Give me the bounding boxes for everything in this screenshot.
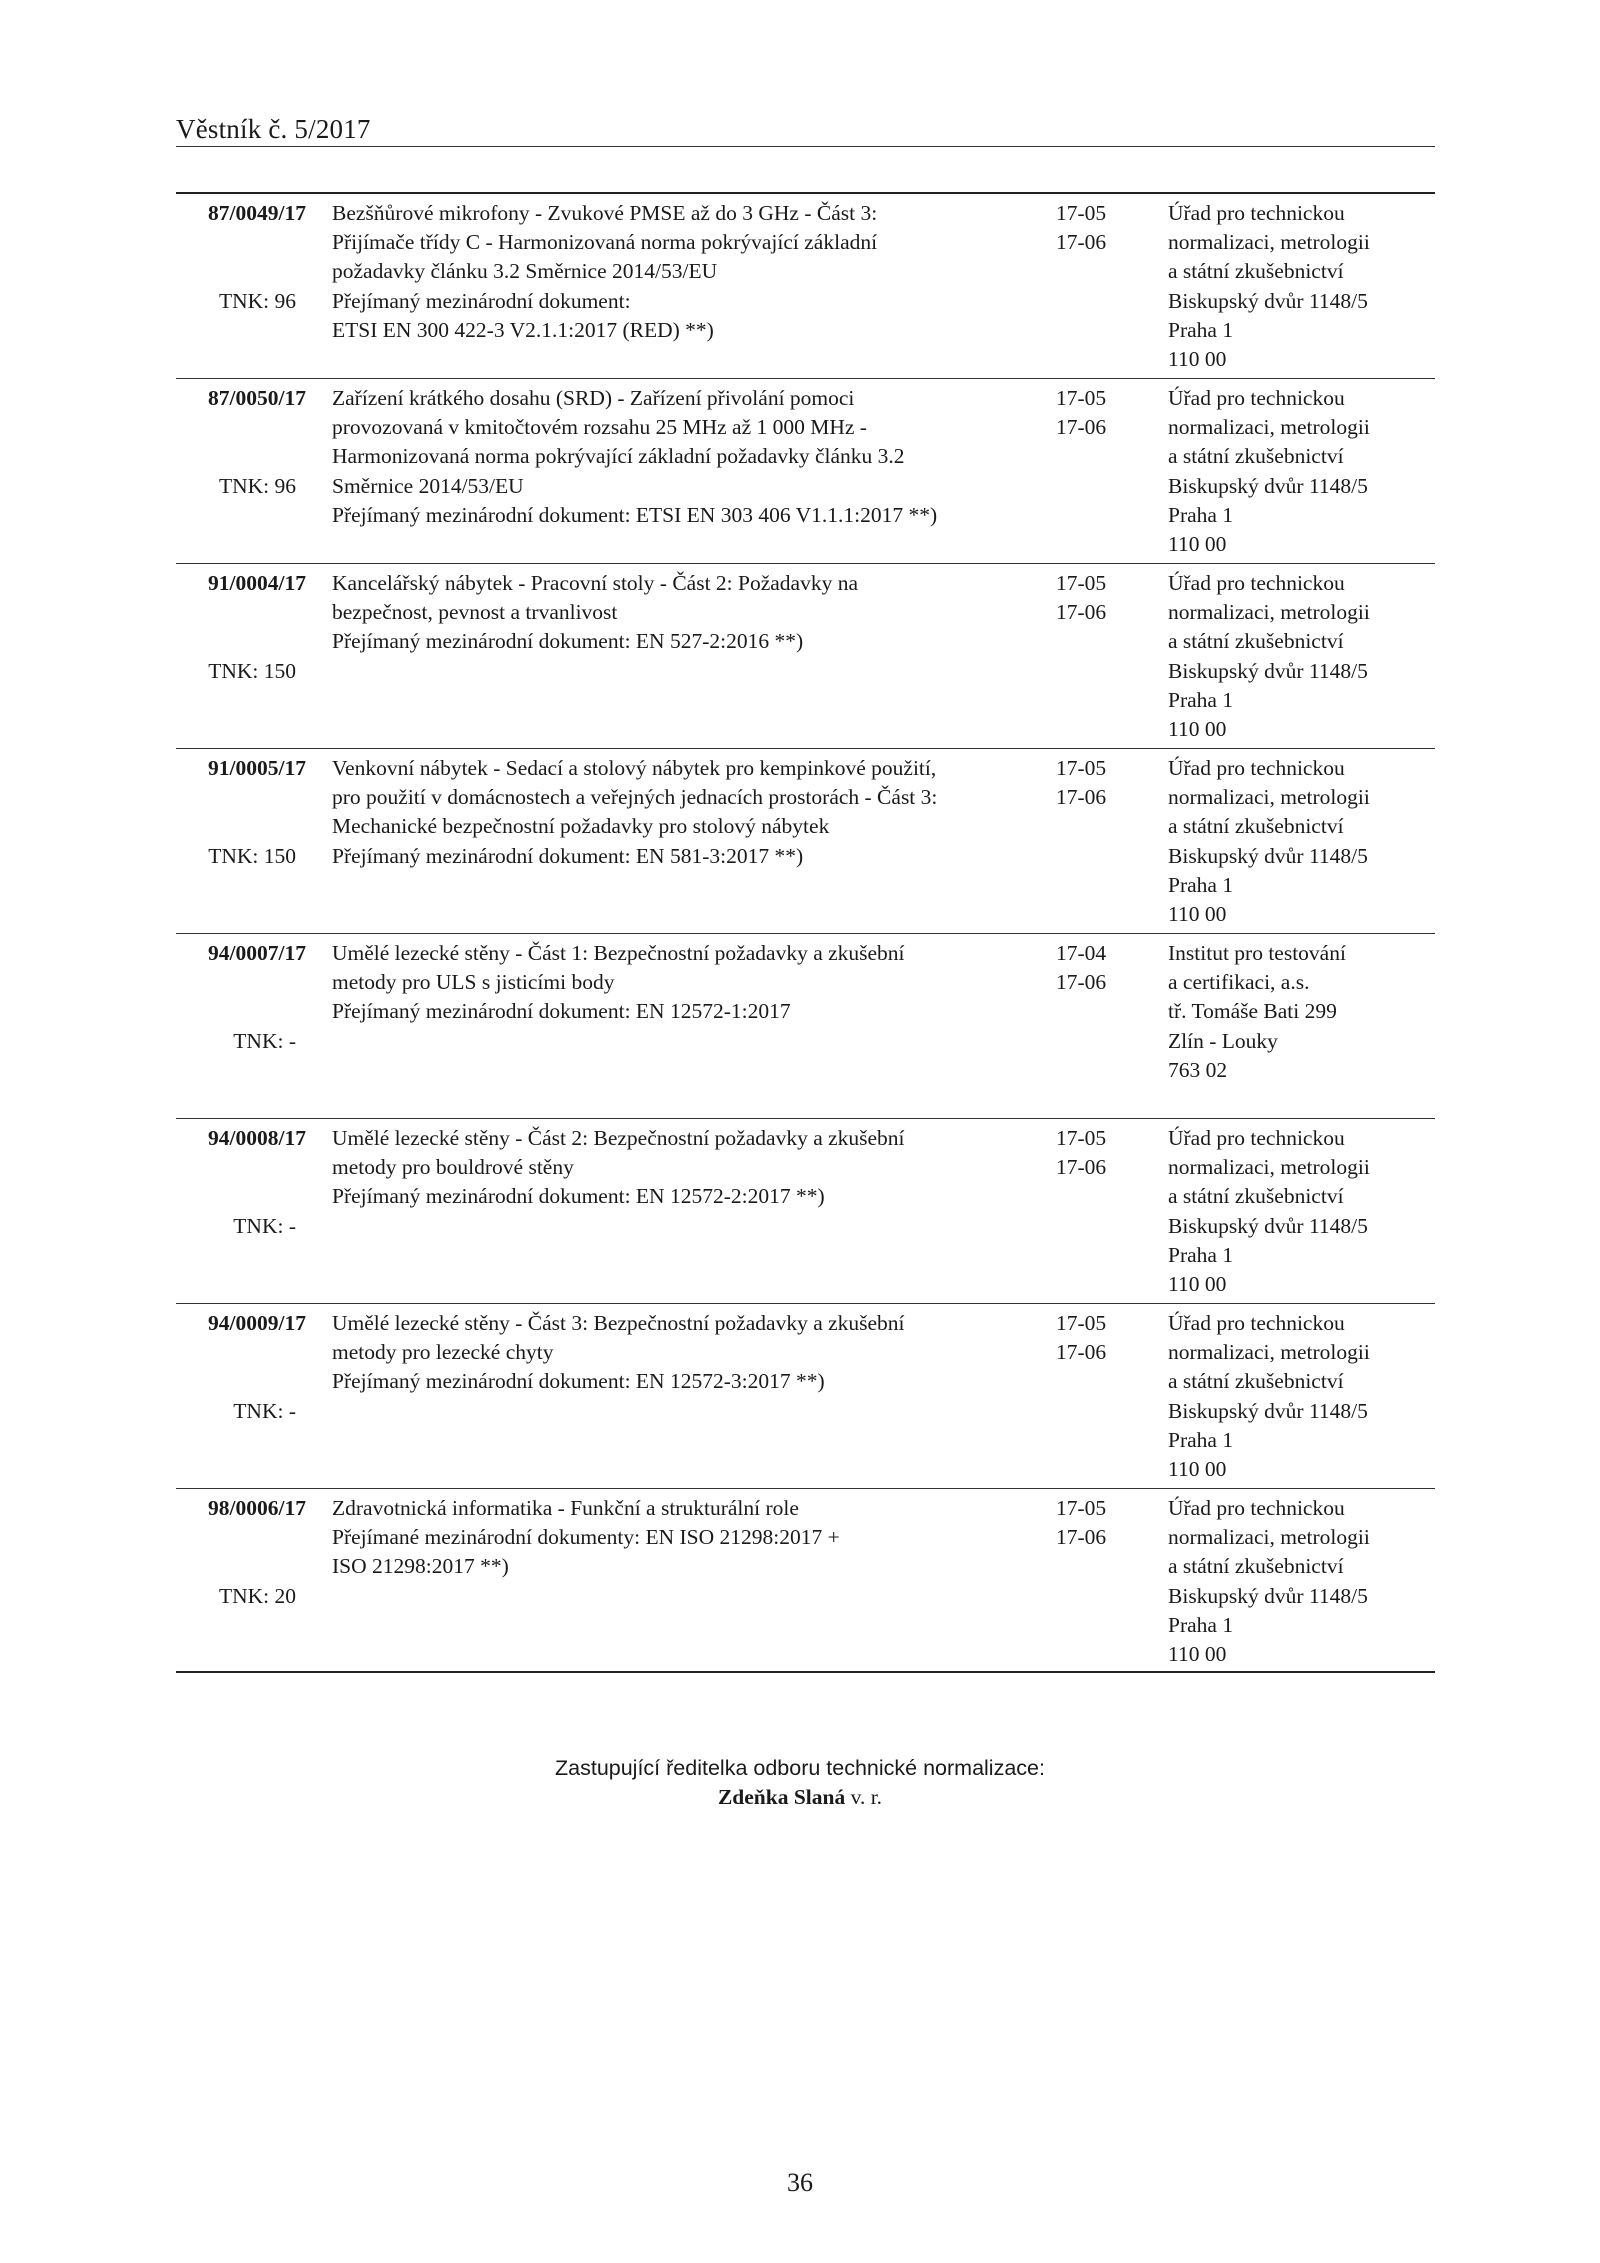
processor-organization bbox=[1168, 1309, 1438, 1484]
norm-title-line: Přejímaný mezinárodní dokument: EN 527-2:2016 **) bbox=[332, 629, 804, 654]
table-row bbox=[176, 194, 1435, 378]
norm-title-line: ETSI EN 300 422-3 V2.1.1:2017 (RED) **) bbox=[332, 317, 714, 342]
norm-number: 87/0050/17 bbox=[208, 386, 306, 410]
organization-line: a státní zkušebnictví bbox=[1168, 259, 1344, 284]
signature-role: Zastupující ředitelka odboru technické normalizace: bbox=[555, 1756, 1045, 1780]
norm-title-line: Zdravotnická informatika - Funkční a strukturální role bbox=[332, 1496, 799, 1520]
organization-line: Zlín - Louky bbox=[1168, 1028, 1278, 1053]
signature-name: Zdeňka Slaná bbox=[717, 1785, 846, 1809]
norm-number: 94/0007/17 bbox=[208, 941, 306, 965]
norm-title-line: požadavky článku 3.2 Směrnice 2014/53/EU bbox=[332, 259, 718, 284]
norm-date: 17-06 bbox=[1056, 600, 1107, 625]
norm-date: 17-05 bbox=[1056, 1126, 1107, 1150]
table-row bbox=[176, 1488, 1435, 1671]
organization-line: a státní zkušebnictví bbox=[1168, 629, 1344, 654]
norm-title bbox=[332, 384, 938, 530]
norm-date: 17-04 bbox=[1056, 941, 1107, 965]
organization-line: Úřad pro technickou bbox=[1168, 1496, 1345, 1520]
table-row bbox=[176, 1303, 1435, 1488]
organization-line: Úřad pro technickou bbox=[1168, 1311, 1345, 1335]
organization-line: a státní zkušebnictví bbox=[1168, 1554, 1344, 1579]
norm-dates bbox=[1056, 1494, 1126, 1552]
signature-suffix: v. r. bbox=[845, 1785, 883, 1809]
organization-line: Úřad pro technickou bbox=[1168, 386, 1345, 410]
tnk-label: TNK: - bbox=[233, 1029, 296, 1053]
norm-date: 17-05 bbox=[1056, 1311, 1107, 1335]
norm-title-line: Přijímače třídy C - Harmonizovaná norma pokrývající základní bbox=[332, 230, 878, 255]
organization-line: 763 02 bbox=[1168, 1057, 1228, 1082]
organization-line: normalizaci, metrologii bbox=[1168, 1155, 1370, 1180]
norm-number: 91/0004/17 bbox=[208, 571, 306, 595]
norm-date: 17-05 bbox=[1056, 201, 1107, 225]
organization-line: normalizaci, metrologii bbox=[1168, 230, 1370, 255]
organization-line: Úřad pro technickou bbox=[1168, 571, 1345, 595]
processor-organization bbox=[1168, 1494, 1438, 1669]
organization-line: 110 00 bbox=[1168, 532, 1227, 557]
norm-title bbox=[332, 1124, 905, 1212]
table-row bbox=[176, 748, 1435, 933]
norm-date: 17-06 bbox=[1056, 415, 1107, 440]
norm-number: 98/0006/17 bbox=[208, 1496, 306, 1520]
norms-table bbox=[176, 192, 1435, 1673]
norm-dates bbox=[1056, 1124, 1126, 1182]
page-number: 36 bbox=[787, 2168, 813, 2197]
processor-organization bbox=[1168, 939, 1438, 1085]
norm-title-line: Venkovní nábytek - Sedací a stolový nábytek pro kempinkové použití, bbox=[332, 756, 937, 780]
norm-title-line: ISO 21298:2017 **) bbox=[332, 1554, 509, 1579]
norm-title-line: metody pro bouldrové stěny bbox=[332, 1155, 574, 1180]
norm-number: 87/0049/17 bbox=[208, 201, 306, 225]
organization-line: Biskupský dvůr 1148/5 bbox=[1168, 473, 1368, 498]
page-header-title: Věstník č. 5/2017 bbox=[176, 114, 371, 144]
norm-title bbox=[332, 939, 905, 1027]
tnk-label: TNK: - bbox=[233, 1399, 296, 1423]
tnk-label: TNK: 96 bbox=[218, 474, 296, 498]
organization-line: Biskupský dvůr 1148/5 bbox=[1168, 288, 1368, 313]
norm-title-line: Umělé lezecké stěny - Část 3: Bezpečnostní požadavky a zkušební bbox=[332, 1311, 905, 1335]
norm-title-line: Přejímané mezinárodní dokumenty: EN ISO 21298:2017 + bbox=[332, 1525, 840, 1550]
organization-line: normalizaci, metrologii bbox=[1168, 1340, 1370, 1365]
norm-date: 17-06 bbox=[1056, 1340, 1107, 1365]
norm-title-line: Zařízení krátkého dosahu (SRD) - Zařízení přivolání pomoci bbox=[332, 386, 855, 410]
organization-line: Úřad pro technickou bbox=[1168, 1126, 1345, 1150]
organization-line: 110 00 bbox=[1168, 1642, 1227, 1667]
norm-title-line: Přejímaný mezinárodní dokument: EN 12572-1:2017 bbox=[332, 999, 791, 1024]
organization-line: a státní zkušebnictví bbox=[1168, 444, 1344, 469]
organization-line: Úřad pro technickou bbox=[1168, 756, 1345, 780]
organization-line: normalizaci, metrologii bbox=[1168, 600, 1370, 625]
norm-title-line: Přejímaný mezinárodní dokument: EN 12572-2:2017 **) bbox=[332, 1184, 825, 1209]
norm-title-line: Mechanické bezpečnostní požadavky pro stolový nábytek bbox=[332, 814, 830, 839]
table-row bbox=[176, 933, 1435, 1118]
norm-dates bbox=[1056, 384, 1126, 442]
organization-line: 110 00 bbox=[1168, 1272, 1227, 1297]
organization-line: normalizaci, metrologii bbox=[1168, 415, 1370, 440]
norm-title-line: provozovaná v kmitočtovém rozsahu 25 MHz až 1 000 MHz - bbox=[332, 415, 867, 440]
norm-date: 17-05 bbox=[1056, 756, 1107, 780]
norm-date: 17-05 bbox=[1056, 571, 1107, 595]
tnk-label: TNK: 150 bbox=[208, 844, 296, 868]
norm-title bbox=[332, 569, 892, 657]
norm-date: 17-05 bbox=[1056, 386, 1107, 410]
tnk-label: TNK: 20 bbox=[218, 1584, 296, 1608]
organization-line: Biskupský dvůr 1148/5 bbox=[1168, 1583, 1368, 1608]
norm-title-line: Přejímaný mezinárodní dokument: bbox=[332, 288, 631, 313]
organization-line: Praha 1 bbox=[1168, 1242, 1234, 1267]
norm-title-line: Umělé lezecké stěny - Část 1: Bezpečnostní požadavky a zkušební bbox=[332, 941, 905, 965]
table-row bbox=[176, 378, 1435, 563]
organization-line: Biskupský dvůr 1148/5 bbox=[1168, 843, 1368, 868]
organization-line: a státní zkušebnictví bbox=[1168, 1369, 1344, 1394]
norm-title bbox=[332, 1494, 892, 1582]
organization-line: Úřad pro technickou bbox=[1168, 201, 1345, 225]
organization-line: 110 00 bbox=[1168, 1457, 1227, 1482]
norm-title-line: Přejímaný mezinárodní dokument: ETSI EN 303 406 V1.1.1:2017 **) bbox=[332, 502, 938, 527]
norm-title-line: Přejímaný mezinárodní dokument: EN 581-3:2017 **) bbox=[332, 843, 804, 868]
norm-title-line: Směrnice 2014/53/EU bbox=[332, 473, 524, 498]
tnk-label: TNK: 96 bbox=[218, 289, 296, 313]
norm-title bbox=[332, 754, 938, 871]
tnk-label: TNK: - bbox=[233, 1214, 296, 1238]
signature-name-line bbox=[0, 1783, 1600, 1812]
norm-title bbox=[332, 199, 892, 345]
organization-line: Biskupský dvůr 1148/5 bbox=[1168, 1398, 1368, 1423]
organization-line: 110 00 bbox=[1168, 717, 1227, 742]
processor-organization bbox=[1168, 754, 1438, 929]
norm-date: 17-06 bbox=[1056, 785, 1107, 810]
processor-organization bbox=[1168, 384, 1438, 559]
table-row bbox=[176, 1118, 1435, 1303]
norm-dates bbox=[1056, 1309, 1126, 1367]
norm-title-line: bezpečnost, pevnost a trvanlivost bbox=[332, 600, 618, 625]
organization-line: Praha 1 bbox=[1168, 1612, 1234, 1637]
norm-dates bbox=[1056, 199, 1126, 257]
organization-line: Praha 1 bbox=[1168, 1427, 1234, 1452]
norm-title-line: pro použití v domácnostech a veřejných jednacích prostorách - Část 3: bbox=[332, 785, 938, 810]
processor-organization bbox=[1168, 199, 1438, 374]
norm-number: 94/0009/17 bbox=[208, 1311, 306, 1335]
organization-line: a státní zkušebnictví bbox=[1168, 1184, 1344, 1209]
norm-title-line: Bezšňůrové mikrofony - Zvukové PMSE až do 3 GHz - Část 3: bbox=[332, 201, 878, 225]
norm-date: 17-06 bbox=[1056, 230, 1107, 255]
processor-organization bbox=[1168, 1124, 1438, 1299]
norm-date: 17-05 bbox=[1056, 1496, 1107, 1520]
norm-number: 91/0005/17 bbox=[208, 756, 306, 780]
signature-block bbox=[0, 1754, 1600, 1812]
organization-line: normalizaci, metrologii bbox=[1168, 785, 1370, 810]
norm-title-line: Kancelářský nábytek - Pracovní stoly - Část 2: Požadavky na bbox=[332, 571, 859, 595]
norm-number: 94/0008/17 bbox=[208, 1126, 306, 1150]
norm-date: 17-06 bbox=[1056, 970, 1107, 995]
norm-title-line: Přejímaný mezinárodní dokument: EN 12572-3:2017 **) bbox=[332, 1369, 825, 1394]
organization-line: a státní zkušebnictví bbox=[1168, 814, 1344, 839]
organization-line: 110 00 bbox=[1168, 347, 1227, 372]
tnk-label: TNK: 150 bbox=[208, 659, 296, 683]
norm-title-line: metody pro lezecké chyty bbox=[332, 1340, 554, 1365]
norm-dates bbox=[1056, 754, 1126, 812]
processor-organization bbox=[1168, 569, 1438, 744]
norm-dates bbox=[1056, 569, 1126, 627]
table-row bbox=[176, 563, 1435, 748]
header-divider bbox=[176, 146, 1435, 147]
organization-line: tř. Tomáše Bati 299 bbox=[1168, 999, 1337, 1024]
norm-dates bbox=[1056, 939, 1126, 997]
organization-line: Biskupský dvůr 1148/5 bbox=[1168, 1213, 1368, 1238]
norm-title bbox=[332, 1309, 905, 1397]
organization-line: Biskupský dvůr 1148/5 bbox=[1168, 658, 1368, 683]
norm-title-line: Umělé lezecké stěny - Část 2: Bezpečnostní požadavky a zkušební bbox=[332, 1126, 905, 1150]
norm-title-line: metody pro ULS s jisticími body bbox=[332, 970, 615, 995]
organization-line: Praha 1 bbox=[1168, 502, 1234, 527]
organization-line: Praha 1 bbox=[1168, 317, 1234, 342]
norm-date: 17-06 bbox=[1056, 1155, 1107, 1180]
organization-line: Praha 1 bbox=[1168, 687, 1234, 712]
organization-line: normalizaci, metrologii bbox=[1168, 1525, 1370, 1550]
organization-line: 110 00 bbox=[1168, 902, 1227, 927]
organization-line: a certifikaci, a.s. bbox=[1168, 970, 1310, 995]
organization-line: Praha 1 bbox=[1168, 872, 1234, 897]
norm-title-line: Harmonizovaná norma pokrývající základní požadavky článku 3.2 bbox=[332, 444, 905, 469]
norm-date: 17-06 bbox=[1056, 1525, 1107, 1550]
organization-line: Institut pro testování bbox=[1168, 941, 1346, 965]
